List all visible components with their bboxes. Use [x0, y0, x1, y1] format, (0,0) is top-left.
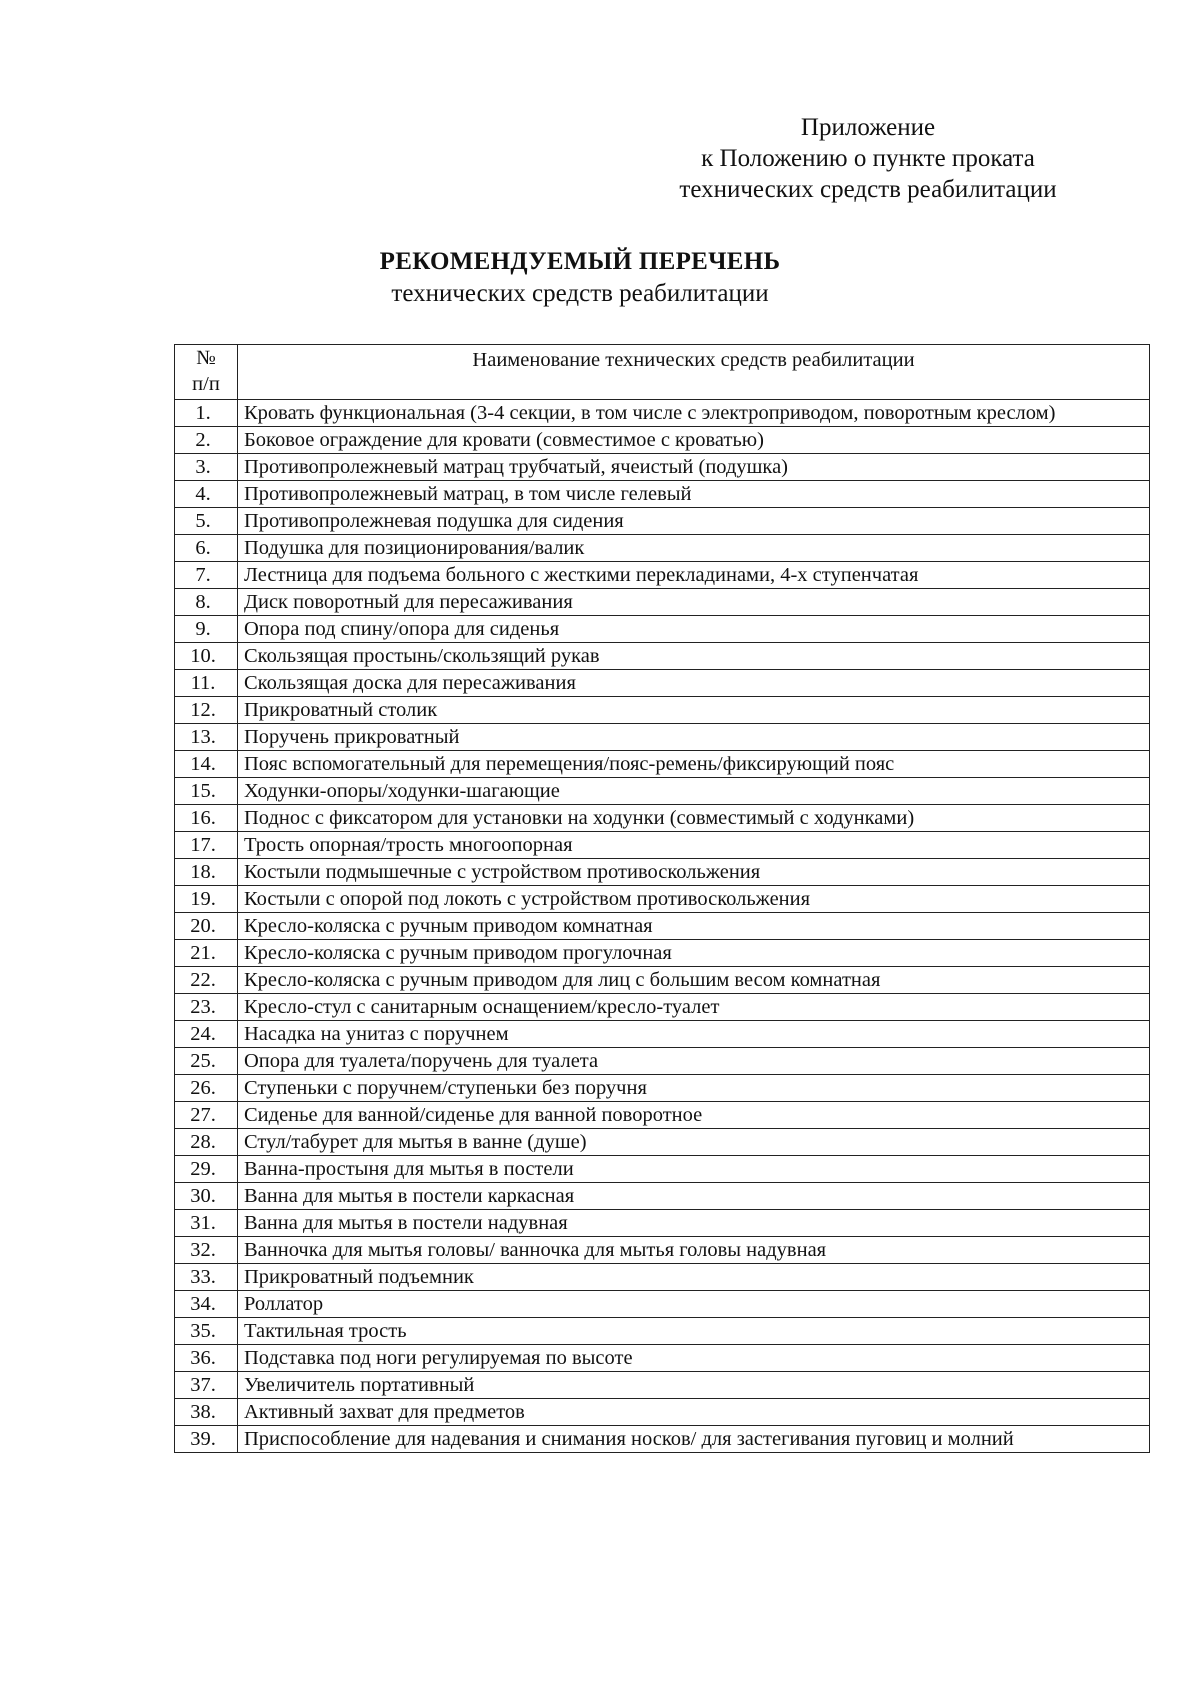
row-number: 14.	[175, 751, 238, 778]
document-subtitle: технических средств реабилитации	[391, 280, 769, 307]
row-number: 24.	[175, 1021, 238, 1048]
table-row	[175, 481, 1150, 508]
table-row	[175, 643, 1150, 670]
row-number: 23.	[175, 994, 238, 1021]
row-number: 21.	[175, 940, 238, 967]
row-number: 3.	[175, 454, 238, 481]
header-number	[175, 345, 238, 400]
table-row	[175, 1372, 1150, 1399]
row-name: Противопролежневая подушка для сидения	[238, 508, 1150, 535]
row-name: Лестница для подъема больного с жесткими перекладинами, 4-х ступенчатая	[238, 562, 1150, 589]
table-row	[175, 1237, 1150, 1264]
row-number: 19.	[175, 886, 238, 913]
table-row	[175, 1426, 1150, 1453]
table-row	[175, 1264, 1150, 1291]
table-row	[175, 832, 1150, 859]
row-name: Подставка под ноги регулируемая по высоте	[238, 1345, 1150, 1372]
row-number: 15.	[175, 778, 238, 805]
table-row	[175, 535, 1150, 562]
row-number: 6.	[175, 535, 238, 562]
table-row	[175, 1048, 1150, 1075]
row-name: Скользящая доска для пересаживания	[238, 670, 1150, 697]
table-row	[175, 508, 1150, 535]
table-row	[175, 1399, 1150, 1426]
row-name: Приспособление для надевания и снимания носков/ для застегивания пуговиц и молний	[238, 1426, 1150, 1453]
row-name: Скользящая простынь/скользящий рукав	[238, 643, 1150, 670]
table-row	[175, 1345, 1150, 1372]
table-row	[175, 697, 1150, 724]
table-row	[175, 1318, 1150, 1345]
row-name: Ванна для мытья в постели каркасная	[238, 1183, 1150, 1210]
row-number: 32.	[175, 1237, 238, 1264]
table-row	[175, 994, 1150, 1021]
appendix-header	[588, 112, 1148, 205]
table-row	[175, 1129, 1150, 1156]
row-name: Активный захват для предметов	[238, 1399, 1150, 1426]
table-row	[175, 1075, 1150, 1102]
row-number: 8.	[175, 589, 238, 616]
row-name: Пояс вспомогательный для перемещения/пояс-ремень/фиксирующий пояс	[238, 751, 1150, 778]
row-name: Поручень прикроватный	[238, 724, 1150, 751]
row-number: 25.	[175, 1048, 238, 1075]
row-number: 26.	[175, 1075, 238, 1102]
row-number: 16.	[175, 805, 238, 832]
row-name: Костыли с опорой под локоть с устройством противоскольжения	[238, 886, 1150, 913]
title-block	[180, 246, 980, 310]
row-number: 12.	[175, 697, 238, 724]
table-row	[175, 805, 1150, 832]
row-name: Противопролежневый матрац трубчатый, ячеистый (подушка)	[238, 454, 1150, 481]
row-name: Поднос с фиксатором для установки на ходунки (совместимый с ходунками)	[238, 805, 1150, 832]
row-name: Трость опорная/трость многоопорная	[238, 832, 1150, 859]
table-row	[175, 589, 1150, 616]
row-number: 13.	[175, 724, 238, 751]
row-number: 28.	[175, 1129, 238, 1156]
table-row	[175, 913, 1150, 940]
table-row	[175, 859, 1150, 886]
row-name: Прикроватный столик	[238, 697, 1150, 724]
table-row	[175, 886, 1150, 913]
row-number: 39.	[175, 1426, 238, 1453]
row-name: Кресло-стул с санитарным оснащением/кресло-туалет	[238, 994, 1150, 1021]
row-number: 17.	[175, 832, 238, 859]
row-name: Костыли подмышечные с устройством противоскольжения	[238, 859, 1150, 886]
rehab-equipment-table	[174, 344, 1150, 1453]
row-name: Диск поворотный для пересаживания	[238, 589, 1150, 616]
row-name: Кресло-коляска с ручным приводом прогулочная	[238, 940, 1150, 967]
row-number: 2.	[175, 427, 238, 454]
row-name: Противопролежневый матрац, в том числе гелевый	[238, 481, 1150, 508]
row-number: 10.	[175, 643, 238, 670]
table-row	[175, 1183, 1150, 1210]
table-row	[175, 751, 1150, 778]
row-number: 29.	[175, 1156, 238, 1183]
row-name: Роллатор	[238, 1291, 1150, 1318]
table-header-row	[175, 345, 1150, 400]
row-number: 30.	[175, 1183, 238, 1210]
row-number: 5.	[175, 508, 238, 535]
row-name: Боковое ограждение для кровати (совместимое с кроватью)	[238, 427, 1150, 454]
row-name: Увеличитель портативный	[238, 1372, 1150, 1399]
header-number-abbrev: п/п	[192, 373, 220, 395]
row-name: Ходунки-опоры/ходунки-шагающие	[238, 778, 1150, 805]
row-number: 1.	[175, 400, 238, 427]
row-name: Прикроватный подъемник	[238, 1264, 1150, 1291]
table-row	[175, 616, 1150, 643]
table-row	[175, 1021, 1150, 1048]
row-number: 7.	[175, 562, 238, 589]
row-number: 33.	[175, 1264, 238, 1291]
document-title: РЕКОМЕНДУЕМЫЙ ПЕРЕЧЕНЬ	[379, 248, 781, 275]
table-row	[175, 1102, 1150, 1129]
row-number: 35.	[175, 1318, 238, 1345]
row-number: 31.	[175, 1210, 238, 1237]
row-name: Насадка на унитаз с поручнем	[238, 1021, 1150, 1048]
header-name: Наименование технических средств реабилитации	[238, 345, 1150, 400]
row-number: 11.	[175, 670, 238, 697]
row-name: Ванна-простыня для мытья в постели	[238, 1156, 1150, 1183]
row-number: 37.	[175, 1372, 238, 1399]
row-name: Стул/табурет для мытья в ванне (душе)	[238, 1129, 1150, 1156]
row-name: Кресло-коляска с ручным приводом комнатная	[238, 913, 1150, 940]
table-row	[175, 400, 1150, 427]
table-row	[175, 427, 1150, 454]
row-name: Тактильная трость	[238, 1318, 1150, 1345]
appendix-line-1: Приложение	[800, 114, 936, 141]
row-name: Ступеньки с поручнем/ступеньки без поручня	[238, 1075, 1150, 1102]
row-number: 4.	[175, 481, 238, 508]
table-row	[175, 724, 1150, 751]
table-row	[175, 454, 1150, 481]
table-row	[175, 967, 1150, 994]
row-name: Ванночка для мытья головы/ ванночка для мытья головы надувная	[238, 1237, 1150, 1264]
table-row	[175, 1156, 1150, 1183]
appendix-line-3: технических средств реабилитации	[679, 176, 1057, 203]
row-name: Опора для туалета/поручень для туалета	[238, 1048, 1150, 1075]
row-number: 18.	[175, 859, 238, 886]
row-name: Сиденье для ванной/сиденье для ванной поворотное	[238, 1102, 1150, 1129]
row-number: 22.	[175, 967, 238, 994]
table-body	[175, 400, 1150, 1453]
row-name: Опора под спину/опора для сиденья	[238, 616, 1150, 643]
row-number: 20.	[175, 913, 238, 940]
table-row	[175, 562, 1150, 589]
row-name: Подушка для позиционирования/валик	[238, 535, 1150, 562]
table-row	[175, 778, 1150, 805]
row-number: 36.	[175, 1345, 238, 1372]
table-row	[175, 1210, 1150, 1237]
row-name: Ванна для мытья в постели надувная	[238, 1210, 1150, 1237]
row-name: Кровать функциональная (3-4 секции, в том числе с электроприводом, поворотным креслом)	[238, 400, 1150, 427]
table-row	[175, 670, 1150, 697]
row-number: 34.	[175, 1291, 238, 1318]
table-row	[175, 1291, 1150, 1318]
row-name: Кресло-коляска с ручным приводом для лиц с большим весом комнатная	[238, 967, 1150, 994]
table-row	[175, 940, 1150, 967]
row-number: 9.	[175, 616, 238, 643]
row-number: 38.	[175, 1399, 238, 1426]
appendix-line-2: к Положению о пункте проката	[701, 145, 1035, 172]
row-number: 27.	[175, 1102, 238, 1129]
header-number-symbol: №	[196, 347, 216, 369]
